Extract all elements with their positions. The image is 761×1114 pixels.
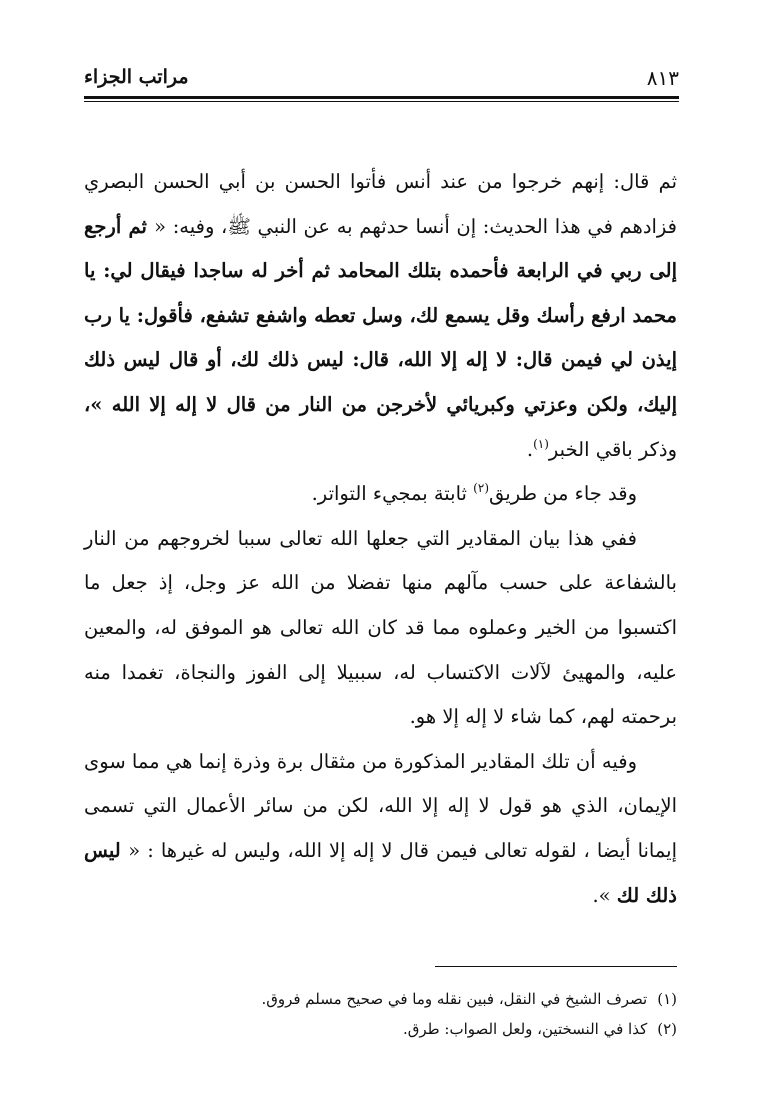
maqadir-text: ففي هذا بيان المقادير التي جعلها الله تعالى سببا لخروجهم من النار بالشفاعة على حسب مآلهم منها تفضلا من الله عز وجل، إذ جعل ما اكتسبوا من الخير وعملوه مما قد كان الله تعالى هو الموفق له، والمعين عليه، والمهيئ لآلات الاكتساب له، سببيلا إلى الفوز والنجاة، تغمدا منه برحمته لهم، كما شاء لا إله إلا هو. (84, 526, 677, 729)
footnote-number: (٢) (657, 1020, 677, 1038)
hadith-quote: ثم أرجع إلى ربي في الرابعة فأحمده بتلك المحامد ثم أخر له ساجدا فيقال لي: يا محمد ارفع رأسك وقل يسمع لك، وسل تعطه واشفع تشفع، فأقول: يا رب إيذن لي فيمن قال: لا إله إلا الله، قال: ليس ذلك لك، أو قال ليس ذلك إليك، ولكن وعزتي وكبريائي لأخرجن من النار من قال لا إله إلا الله »، (84, 214, 677, 416)
footnote-1 (84, 984, 677, 1014)
hadith-intro: ثم قال: إنهم خرجوا من عند أنس فأتوا الحسن بن أبي الحسن البصري فزادهم في هذا الحديث: إن أنسا حدثهم به عن النبي ﷺ، وفيه: « (84, 170, 678, 238)
tawatur-text: وقد جاء من طريق (489, 482, 637, 506)
footnote-text: تصرف الشيخ في النقل، فبين نقله وما في صحيح مسلم فروق. (261, 990, 648, 1008)
iman-end: ». (592, 883, 617, 907)
footnotes (84, 984, 677, 1044)
footnote-marker-1[interactable]: (١) (533, 436, 549, 451)
footnote-marker-2[interactable]: (٢) (473, 481, 489, 496)
header-rule-thick (84, 96, 679, 99)
iman-text: وفيه أن تلك المقادير المذكورة من مثقال برة وذرة إنما هي مما سوى الإيمان، الذي هو قول لا إله إلا الله، لكن من سائر الأعمال التي تسمى إيمانا أيضا ، لقوله تعالى فيمن قال لا إله إلا الله، وليس له غيرها : « (84, 749, 677, 862)
page-number: ٨١٣ (646, 66, 679, 90)
paragraph-iman (84, 740, 677, 918)
hadith-tail: وذكر باقي الخبر (548, 437, 677, 461)
paragraph-maqadir (84, 517, 677, 740)
running-title: مراتب الجزاء (84, 66, 189, 88)
footnote-text: كذا في النسختين، ولعل الصواب: طرق. (403, 1020, 648, 1038)
paragraph-tawatur (84, 472, 677, 517)
page-header (84, 62, 679, 94)
footnote-number: (١) (657, 990, 677, 1008)
iman-quote: ليس ذلك لك (84, 838, 677, 907)
hadith-end: . (526, 437, 534, 461)
footnote-separator (435, 966, 677, 967)
paragraph-hadith (84, 160, 677, 472)
tawatur-tail: ثابتة بمجيء التواتر. (311, 482, 474, 506)
footnote-2 (84, 1014, 677, 1044)
main-text (84, 160, 677, 918)
header-rule-thin (84, 101, 679, 102)
